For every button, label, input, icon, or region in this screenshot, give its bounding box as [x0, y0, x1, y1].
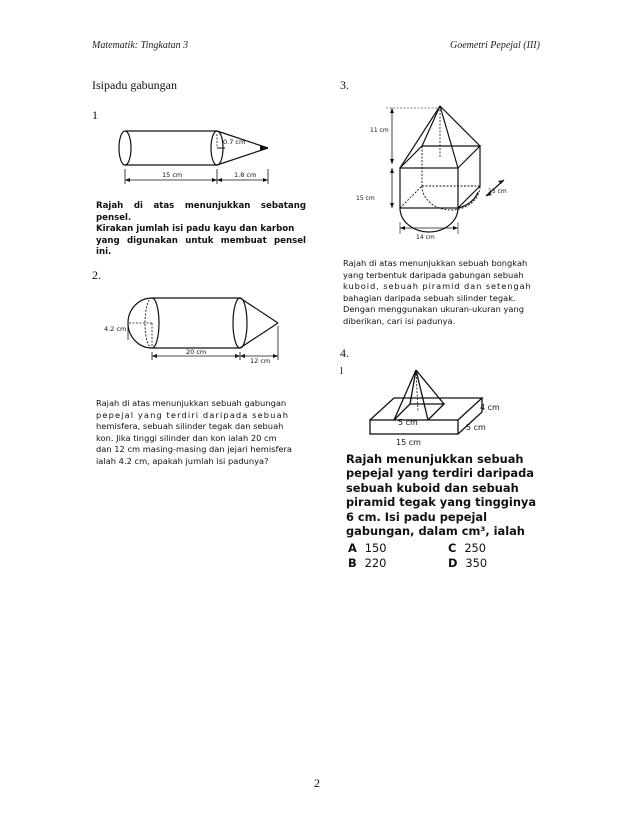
- pencil-cone-label: 1.8 cm: [234, 171, 257, 179]
- question-4-line-6: gabungan, dalam cm³, ialah: [346, 524, 525, 539]
- hemisphere-cylinder-cone-diagram: [100, 292, 290, 364]
- option-d-letter: D: [448, 556, 458, 570]
- page-number: 2: [314, 776, 320, 790]
- header-left: Matematik: Tingkatan 3: [92, 40, 189, 51]
- cuboid-pyramid-halfcylinder-diagram: [342, 96, 522, 246]
- option-a: [348, 541, 387, 555]
- question-3-line-6: diberikan, cari isi padunya.: [343, 315, 456, 326]
- question-4-line-2: pepejal yang terdiri daripada: [346, 466, 534, 481]
- q4-depth-label: 5 cm: [466, 423, 486, 432]
- question-3-text: [343, 258, 543, 328]
- option-a-letter: A: [348, 541, 357, 555]
- question-2-text: [96, 398, 308, 468]
- question-2-line-3: hemisfera, sebuah silinder tegak dan sebuah: [96, 421, 284, 432]
- question-4-line-3: sebuah kuboid dan sebuah: [346, 480, 519, 495]
- option-b-letter: B: [348, 556, 357, 570]
- cuboid-pyramid-diagram: [352, 362, 527, 450]
- question-4-line-1: Rajah menunjukkan sebuah: [346, 452, 524, 466]
- q3-pyramid-height-label: 11 cm: [370, 127, 389, 134]
- question-2-line-6: ialah 4.2 cm, apakah jumlah isi padunya?: [96, 455, 269, 466]
- header-right: Goemetri Pepejal (III): [450, 40, 540, 51]
- q2-radius-label: 4.2 cm: [104, 325, 127, 333]
- question-1-line-3: yang digunakan untuk membuat pensel ini.: [96, 235, 306, 258]
- q3-depth-label: 15 cm: [488, 188, 507, 195]
- question-3-line-4: bahagian daripada sebuah silinder tegak.: [343, 292, 516, 303]
- question-2-line-2: pepejal yang terdiri daripada sebuah: [96, 409, 290, 420]
- question-2-number: 2.: [92, 268, 101, 282]
- q2-cone-label: 12 cm: [250, 357, 271, 364]
- pencil-radius-label: 0.7 cm: [223, 138, 246, 146]
- question-2-line-4: kon. Jika tinggi silinder dan kon ialah 20 cm: [96, 432, 277, 443]
- option-d-value: 350: [465, 556, 488, 570]
- option-d: [448, 556, 487, 570]
- question-2-line-1: Rajah di atas menunjukkan sebuah gabungan: [96, 398, 287, 408]
- question-1-number: 1: [92, 108, 98, 122]
- option-c-letter: C: [448, 541, 457, 555]
- q3-cuboid-height-label: 15 cm: [356, 195, 375, 202]
- q4-width-label: 5 cm: [398, 418, 418, 427]
- option-c: [448, 541, 486, 555]
- q3-width-label: 14 cm: [416, 234, 435, 241]
- option-a-value: 150: [364, 541, 387, 555]
- question-3-number: 3.: [340, 78, 349, 92]
- pencil-diagram: [110, 122, 290, 192]
- question-1-text: [96, 201, 306, 259]
- question-3-line-1: Rajah di atas menunjukkan sebuah bongkah: [343, 258, 528, 268]
- question-4-line-4: piramid tegak yang tingginya: [346, 495, 537, 510]
- question-1-line-1: Rajah di atas menunjukkan sebatang pensel.: [96, 201, 306, 223]
- question-2-line-5: dan 12 cm masing-masing dan jejari hemisfera: [96, 444, 292, 455]
- q4-length-label: 15 cm: [396, 438, 421, 447]
- option-b-value: 220: [364, 556, 387, 570]
- question-3-line-5: Dengan menggunakan ukuran-ukuran yang: [343, 304, 525, 315]
- pencil-cylinder-label: 15 cm: [162, 171, 183, 179]
- option-c-value: 250: [464, 541, 487, 555]
- question-3-line-2: yang terbentuk daripada gabungan sebuah: [343, 269, 524, 280]
- section-title: Isipadu gabungan: [92, 78, 177, 92]
- question-4-line-5: 6 cm. Isi padu pepejal: [346, 509, 488, 524]
- option-b: [348, 556, 386, 570]
- question-1-line-2: Kirakan jumlah isi padu kayu dan karbon: [96, 224, 295, 235]
- question-3-line-3: kuboid, sebuah piramid dan setengah: [343, 281, 532, 292]
- q2-cylinder-label: 20 cm: [186, 348, 207, 356]
- question-4-mark: l: [340, 366, 343, 377]
- question-4-text: [346, 452, 546, 538]
- question-4-number: 4.: [340, 346, 349, 360]
- q4-height-label: 4 cm: [480, 403, 500, 412]
